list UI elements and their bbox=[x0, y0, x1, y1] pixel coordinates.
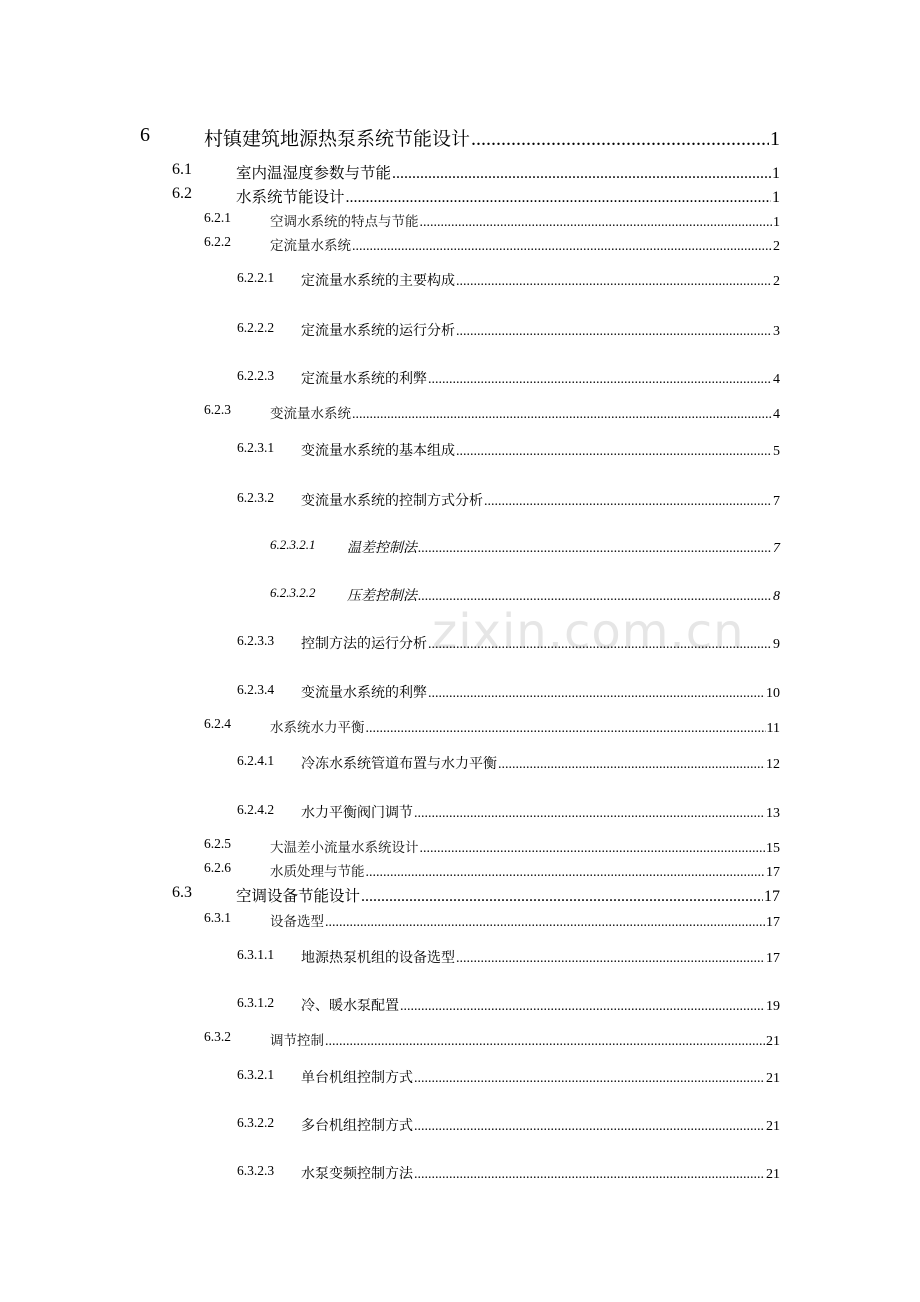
toc-entry-page-number: 5 bbox=[773, 444, 780, 459]
toc-entry-number: 6.3.1.2 bbox=[237, 995, 275, 1010]
dot-leader bbox=[418, 541, 772, 557]
toc-entry-number: 6.2.5 bbox=[204, 836, 231, 851]
toc-entry-title: 水泵变频控制方法 bbox=[301, 1166, 413, 1182]
toc-entry-title-line bbox=[301, 1163, 780, 1183]
toc-entry-page-number: 17 bbox=[764, 888, 780, 905]
toc-entry-page-number: 1 bbox=[772, 165, 780, 182]
dot-leader bbox=[366, 865, 766, 881]
toc-entry-title-line bbox=[270, 1029, 780, 1050]
toc-entry-title-line bbox=[270, 836, 780, 857]
toc-entry-page-number: 7 bbox=[773, 541, 780, 556]
toc-entry-title: 室内温湿度参数与节能 bbox=[236, 164, 392, 182]
toc-entry-number: 6.3.2 bbox=[204, 1029, 231, 1044]
dot-leader bbox=[414, 1071, 765, 1087]
toc-entry-number: 6.2.4.1 bbox=[237, 753, 275, 768]
toc-entry-number: 6.2.2.3 bbox=[237, 368, 275, 383]
toc-entry-title: 定流量水系统的运行分析 bbox=[301, 323, 455, 339]
toc-entry-title: 村镇建筑地源热泵系统节能设计 bbox=[204, 128, 471, 150]
toc-entry-title-line bbox=[301, 682, 780, 702]
dot-leader bbox=[414, 806, 765, 822]
toc-entry-page-number: 2 bbox=[773, 239, 780, 254]
toc-entry-page-number: 1 bbox=[772, 189, 780, 206]
toc-entry-number: 6.3.2.3 bbox=[237, 1163, 275, 1178]
toc-entry-page-number: 4 bbox=[773, 372, 780, 387]
dot-leader bbox=[420, 841, 766, 857]
toc-entry-page-number: 1 bbox=[770, 128, 780, 150]
toc-entry-title-line bbox=[301, 1115, 780, 1135]
toc-entry-title: 水系统节能设计 bbox=[236, 188, 345, 206]
toc-entry-title-line bbox=[301, 947, 780, 967]
toc-entry-page-number: 21 bbox=[766, 1071, 780, 1086]
watermark: zixin.com.cn bbox=[432, 604, 745, 660]
toc-entry-page-number: 13 bbox=[766, 806, 780, 821]
toc-entry-title-line bbox=[301, 270, 780, 290]
dot-leader bbox=[428, 637, 772, 653]
dot-leader bbox=[400, 999, 765, 1015]
toc-entry-number: 6.2.3 bbox=[204, 402, 231, 417]
toc-entry-page-number: 17 bbox=[766, 915, 780, 930]
dot-leader bbox=[498, 757, 765, 773]
toc-entry-title-line bbox=[236, 161, 780, 183]
toc-entry-page-number: 1 bbox=[773, 215, 780, 230]
toc-entry-title-line bbox=[270, 402, 780, 423]
toc-entry-title: 多台机组控制方式 bbox=[301, 1118, 413, 1134]
toc-entry-title-line bbox=[301, 368, 780, 388]
toc-entry-number: 6.2.2.1 bbox=[237, 270, 275, 285]
dot-leader bbox=[428, 372, 772, 388]
dot-leader bbox=[456, 274, 772, 290]
toc-entry-number: 6.1 bbox=[172, 161, 192, 178]
toc-entry-number: 6.2.3.1 bbox=[237, 440, 275, 455]
toc-entry-number: 6.2 bbox=[172, 185, 192, 202]
dot-leader bbox=[392, 165, 771, 183]
toc-entry-number: 6.3.1.1 bbox=[237, 947, 275, 962]
toc-entry-page-number: 19 bbox=[766, 999, 780, 1014]
toc-entry-page-number: 21 bbox=[766, 1034, 780, 1049]
toc-entry-title-line bbox=[301, 1067, 780, 1087]
toc-entry-page-number: 3 bbox=[773, 324, 780, 339]
toc-entry-title: 地源热泵机组的设备选型 bbox=[301, 950, 455, 966]
toc-entry-title: 控制方法的运行分析 bbox=[301, 636, 427, 652]
toc-entry-page-number: 9 bbox=[773, 637, 780, 652]
toc-entry-title: 水质处理与节能 bbox=[270, 864, 365, 880]
dot-leader bbox=[414, 1119, 765, 1135]
toc-entry-title-line bbox=[301, 753, 780, 773]
toc-entry-number: 6.2.3.2.1 bbox=[270, 537, 316, 552]
dot-leader bbox=[352, 407, 772, 423]
toc-entry-number: 6.3 bbox=[172, 884, 192, 901]
toc-entry-number: 6 bbox=[140, 124, 150, 146]
dot-leader bbox=[428, 686, 765, 702]
toc-entry-title-line bbox=[301, 633, 780, 653]
dot-leader bbox=[325, 915, 765, 931]
toc-entry-title: 变流量水系统的控制方式分析 bbox=[301, 493, 483, 509]
dot-leader bbox=[361, 888, 763, 906]
toc-entry-title-line bbox=[301, 995, 780, 1015]
dot-leader bbox=[471, 128, 769, 151]
toc-entry-number: 6.2.1 bbox=[204, 210, 231, 225]
dot-leader bbox=[456, 324, 772, 340]
toc-entry-title: 定流量水系统的利弊 bbox=[301, 371, 427, 387]
toc-entry-title: 冷冻水系统管道布置与水力平衡 bbox=[301, 756, 497, 772]
toc-entry-page-number: 2 bbox=[773, 274, 780, 289]
toc-entry-title: 变流量水系统 bbox=[270, 406, 351, 422]
toc-entry-title: 调节控制 bbox=[270, 1033, 324, 1049]
toc-entry-title-line bbox=[301, 320, 780, 340]
toc-entry-title: 温差控制法 bbox=[347, 540, 417, 556]
toc-entry-title-line bbox=[270, 910, 780, 931]
dot-leader bbox=[414, 1167, 765, 1183]
dot-leader bbox=[366, 721, 766, 737]
toc-entry-number: 6.2.3.2 bbox=[237, 490, 275, 505]
toc-entry-title-line bbox=[236, 185, 780, 207]
toc-entry-title-line bbox=[270, 716, 780, 737]
dot-leader bbox=[484, 494, 772, 510]
toc-entry-number: 6.2.3.3 bbox=[237, 633, 275, 648]
dot-leader bbox=[420, 215, 773, 231]
toc-entry-title: 变流量水系统的利弊 bbox=[301, 685, 427, 701]
toc-entry-number: 6.2.3.2.2 bbox=[270, 585, 316, 600]
toc-entry-number: 6.2.4.2 bbox=[237, 802, 275, 817]
toc-entry-number: 6.2.2 bbox=[204, 234, 231, 249]
toc-entry-number: 6.2.2.2 bbox=[237, 320, 275, 335]
toc-entry-title-line bbox=[236, 884, 780, 906]
toc-entry-title: 定流量水系统的主要构成 bbox=[301, 273, 455, 289]
toc-entry-page-number: 8 bbox=[773, 589, 780, 604]
toc-entry-title-line bbox=[301, 440, 780, 460]
toc-entry-page-number: 7 bbox=[773, 494, 780, 509]
dot-leader bbox=[352, 239, 772, 255]
toc-entry-title: 冷、暖水泵配置 bbox=[301, 998, 399, 1014]
toc-entry-number: 6.2.6 bbox=[204, 860, 231, 875]
toc-entry-page-number: 17 bbox=[766, 865, 780, 880]
toc-entry-title: 水力平衡阀门调节 bbox=[301, 805, 413, 821]
dot-leader bbox=[456, 951, 765, 967]
toc-entry-title-line bbox=[270, 234, 780, 255]
toc-entry-page-number: 21 bbox=[766, 1119, 780, 1134]
toc-entry-title: 单台机组控制方式 bbox=[301, 1070, 413, 1086]
dot-leader bbox=[325, 1034, 765, 1050]
toc-entry-page-number: 4 bbox=[773, 407, 780, 422]
dot-leader bbox=[418, 589, 772, 605]
toc-entry-page-number: 17 bbox=[766, 951, 780, 966]
toc-entry-title: 空调设备节能设计 bbox=[236, 887, 361, 905]
toc-entry-number: 6.3.2.1 bbox=[237, 1067, 275, 1082]
toc-entry-number: 6.2.3.4 bbox=[237, 682, 275, 697]
toc-entry-number: 6.3.2.2 bbox=[237, 1115, 275, 1130]
toc-entry-title-line bbox=[347, 585, 780, 605]
toc-entry-title: 大温差小流量水系统设计 bbox=[270, 840, 419, 856]
toc-entry-title: 设备选型 bbox=[270, 914, 324, 930]
toc-entry-number: 6.3.1 bbox=[204, 910, 231, 925]
toc-entry-number: 6.2.4 bbox=[204, 716, 231, 731]
toc-entry-title: 定流量水系统 bbox=[270, 238, 351, 254]
dot-leader bbox=[346, 189, 771, 207]
toc-entry-title: 变流量水系统的基本组成 bbox=[301, 443, 455, 459]
toc-entry-title-line bbox=[301, 490, 780, 510]
toc-entry-title-line bbox=[270, 860, 780, 881]
toc-entry-page-number: 12 bbox=[766, 757, 780, 772]
toc-entry-page-number: 15 bbox=[766, 841, 780, 856]
toc-entry-page-number: 21 bbox=[766, 1167, 780, 1182]
dot-leader bbox=[456, 444, 772, 460]
toc-entry-title-line bbox=[270, 210, 780, 231]
toc-entry-title: 压差控制法 bbox=[347, 588, 417, 604]
toc-entry-page-number: 11 bbox=[766, 721, 780, 736]
toc-entry-title-line bbox=[347, 537, 780, 557]
toc-entry-page-number: 10 bbox=[766, 686, 780, 701]
toc-entry-title-line bbox=[301, 802, 780, 822]
toc-entry-title-line bbox=[204, 124, 780, 151]
toc-entry-title: 空调水系统的特点与节能 bbox=[270, 214, 419, 230]
toc-entry-title: 水系统水力平衡 bbox=[270, 720, 365, 736]
